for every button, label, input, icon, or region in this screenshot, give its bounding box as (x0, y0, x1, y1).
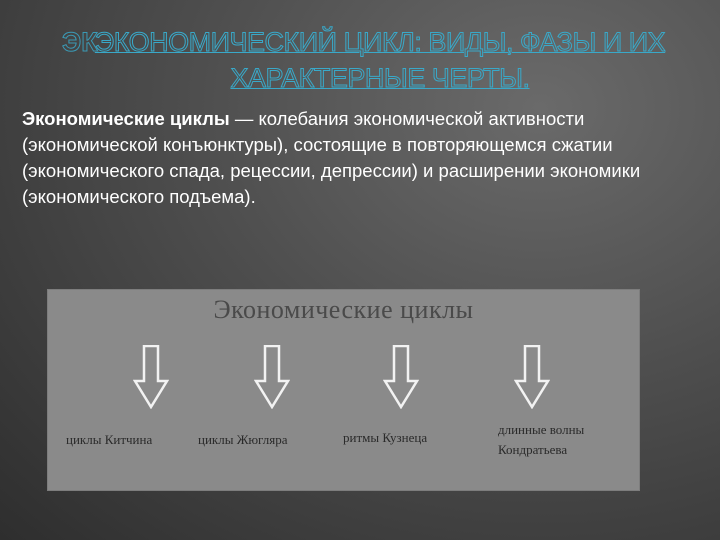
definition-text: — колебания экономической активности (экономической конъюнктуры), состоящие в повторяющемся сжатии (экономического спада, рецессии, депрессии) и расширении экономики (экономического подъема). (22, 108, 641, 207)
cycle-label-kitchin: циклы Китчина (66, 432, 153, 447)
slide-title: ЭКОНОМИЧЕСКИЙ ЦИКЛ: ВИДЫ, ФАЗЫ И ИХ ХАРАКТЕРНЫЕ ЧЕРТЫ. (94, 27, 666, 93)
cycle-label-kuznets: ритмы Кузнеца (343, 430, 428, 445)
slide-title-ghost: ЭК (62, 27, 98, 57)
diagram-heading: Экономические циклы (213, 295, 474, 324)
down-arrow-icon (254, 345, 290, 409)
down-arrow-icon (133, 345, 169, 409)
cycles-diagram (47, 289, 640, 491)
cycle-label-juglar: циклы Жюгляра (198, 432, 288, 447)
down-arrow-icon (514, 345, 550, 409)
cycle-label-kondratiev-line2: Кондратьева (498, 442, 568, 457)
definition-term: Экономические циклы (22, 108, 230, 129)
definition-paragraph (22, 106, 702, 210)
cycle-label-kondratiev-line1: длинные волны (498, 422, 585, 437)
down-arrow-icon (383, 345, 419, 409)
